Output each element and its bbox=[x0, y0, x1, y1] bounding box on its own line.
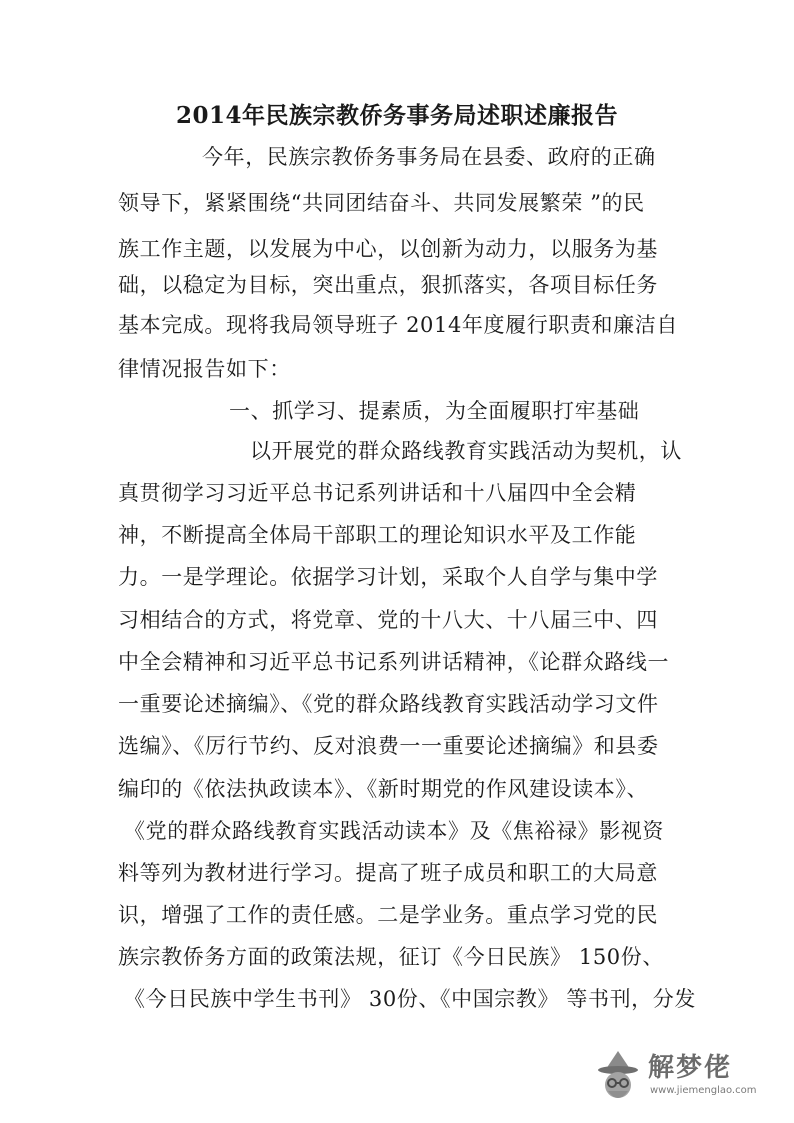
paragraph-line: 一重要论述摘编》、《党的群众路线教育实践活动学习文件 bbox=[118, 692, 659, 716]
paragraph-line: 今年，民族宗教侨务事务局在县委、政府的正确 bbox=[202, 145, 656, 169]
wizard-hat-icon bbox=[594, 1049, 642, 1105]
paragraph-line: 《今日民族中学生书刊》 30份、《中国宗教》 等书刊，分发 bbox=[124, 987, 696, 1011]
section-heading: 一、抓学习、提素质，为全面履职打牢基础 bbox=[229, 399, 640, 423]
paragraph-line: 神，不断提高全体局干部职工的理论知识水平及工作能 bbox=[118, 523, 637, 547]
paragraph-line: 编印的《依法执政读本》、《新时期党的作风建设读本》、 bbox=[118, 777, 649, 801]
watermark-brand: 解梦佬 bbox=[648, 1053, 733, 1083]
paragraph-line: 选编》、《厉行节约、反对浪费一一重要论述摘编》和县委 bbox=[118, 734, 659, 758]
paragraph-line: 真贯彻学习习近平总书记系列讲话和十八届四中全会精 bbox=[118, 481, 637, 505]
paragraph-line: 力。一是学理论。依据学习计划，采取个人自学与集中学 bbox=[118, 565, 658, 589]
paragraph-line: 族宗教侨务方面的政策法规，征订《今日民族》 150份、 bbox=[118, 945, 664, 969]
paragraph-line: 《党的群众路线教育实践活动读本》及《焦裕禄》影视资 bbox=[124, 819, 664, 843]
paragraph-line: 中全会精神和习近平总书记系列讲话精神，《论群众路线一 bbox=[118, 650, 670, 674]
paragraph-line: 识，增强了工作的责任感。二是学业务。重点学习党的民 bbox=[118, 903, 658, 927]
paragraph-line: 领导下，紧紧围绕“共同团结奋斗、共同发展繁荣 ”的民 bbox=[118, 191, 645, 215]
paragraph-line: 习相结合的方式，将党章、党的十八大、十八届三中、四 bbox=[118, 608, 658, 632]
watermark-url: www.jiemenglao.com bbox=[650, 1085, 757, 1096]
document-title: 2014年民族宗教侨务事务局述职述廉报告 bbox=[175, 102, 618, 129]
paragraph-line: 律情况报告如下： bbox=[118, 357, 291, 381]
paragraph-line: 础，以稳定为目标，突出重点，狠抓落实，各项目标任务 bbox=[118, 273, 658, 297]
paragraph-line: 族工作主题，以发展为中心，以创新为动力，以服务为基 bbox=[118, 237, 658, 261]
paragraph-line: 料等列为教材进行学习。提高了班子成员和职工的大局意 bbox=[118, 861, 658, 885]
site-watermark bbox=[594, 1043, 774, 1113]
paragraph-line: 以开展党的群众路线教育实践活动为契机，认 bbox=[250, 439, 682, 463]
paragraph-line: 基本完成。现将我局领导班子 2014年度履行职责和廉洁自 bbox=[118, 313, 678, 337]
